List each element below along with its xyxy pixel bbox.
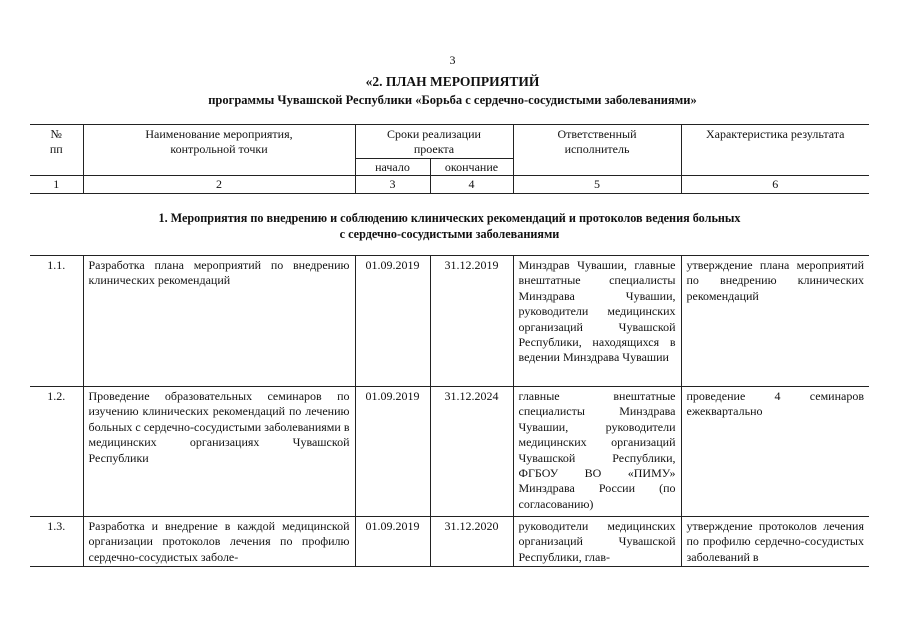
activities-table (30, 255, 869, 567)
row-end-date: 31.12.2020 (430, 517, 513, 567)
row-name: Проведение образовательных семинаров по изучению клинических рекомендаций по лечению больных с сердечно-сосудистыми заболеваниями в медицинских организациях Чувашской Республики (83, 387, 355, 517)
row-end-date: 31.12.2024 (430, 387, 513, 517)
header-col-number: № пп (30, 125, 83, 176)
row-name: Разработка плана мероприятий по внедрению клинических рекомендаций (83, 256, 355, 387)
row-name: Разработка и внедрение в каждой медицинской организации протоколов лечения по профилю сердечно-сосудистых заболе- (83, 517, 355, 567)
row-responsible: главные внештатные специалисты Минздрава Чувашии, руководители медицинских организаций Чувашской Республики, ФГБОУ ВО «ПИМУ» Минздрава России (по согласованию) (513, 387, 681, 517)
header-number-1: 1 (30, 176, 83, 193)
row-number: 1.1. (30, 256, 83, 387)
row-responsible: Минздрав Чувашии, главные внештатные специалисты Минздрава Чувашии, руководители медицинских организаций Чувашской Республики, находящихся в ведении Минздрава Чувашии (513, 256, 681, 387)
row-result: проведение 4 семинаров ежеквартально (681, 387, 869, 517)
header-col-name: Наименование мероприятия, контрольной точки (83, 125, 355, 176)
document-title: «2. ПЛАН МЕРОПРИЯТИЙ (365, 74, 540, 89)
row-result: утверждение плана мероприятий по внедрению клинических рекомендаций (681, 256, 869, 387)
row-responsible: руководители медицинских организаций Чувашской Республики, глав- (513, 517, 681, 567)
header-col-responsible: Ответственный исполнитель (513, 125, 681, 176)
document-subtitle: программы Чувашской Республики «Борьба с сердечно-сосудистыми заболеваниями» (208, 93, 697, 107)
page-number: 3 (449, 53, 456, 67)
header-col-result: Характеристика результата (681, 125, 869, 176)
header-number-6: 6 (681, 176, 869, 193)
row-start-date: 01.09.2019 (355, 387, 430, 517)
header-number-4: 4 (430, 176, 513, 193)
row-result: утверждение протоколов лечения по профилю сердечно-сосудистых заболеваний в (681, 517, 869, 567)
table-header (30, 124, 869, 194)
header-number-5: 5 (513, 176, 681, 193)
row-start-date: 01.09.2019 (355, 517, 430, 567)
header-col-start: начало (355, 158, 430, 175)
section-title: 1. Мероприятия по внедрению и соблюдению клинических рекомендаций и протоколов ведения больных с сердечно-сосудистыми заболеваниями (158, 211, 741, 241)
row-number: 1.2. (30, 387, 83, 517)
header-number-2: 2 (83, 176, 355, 193)
row-start-date: 01.09.2019 (355, 256, 430, 387)
row-number: 1.3. (30, 517, 83, 567)
row-end-date: 31.12.2019 (430, 256, 513, 387)
header-col-end: окончание (430, 158, 513, 175)
table-row (30, 387, 869, 517)
table-row (30, 517, 869, 567)
header-col-terms: Сроки реализации проекта (355, 125, 513, 159)
table-row (30, 256, 869, 387)
header-number-3: 3 (355, 176, 430, 193)
